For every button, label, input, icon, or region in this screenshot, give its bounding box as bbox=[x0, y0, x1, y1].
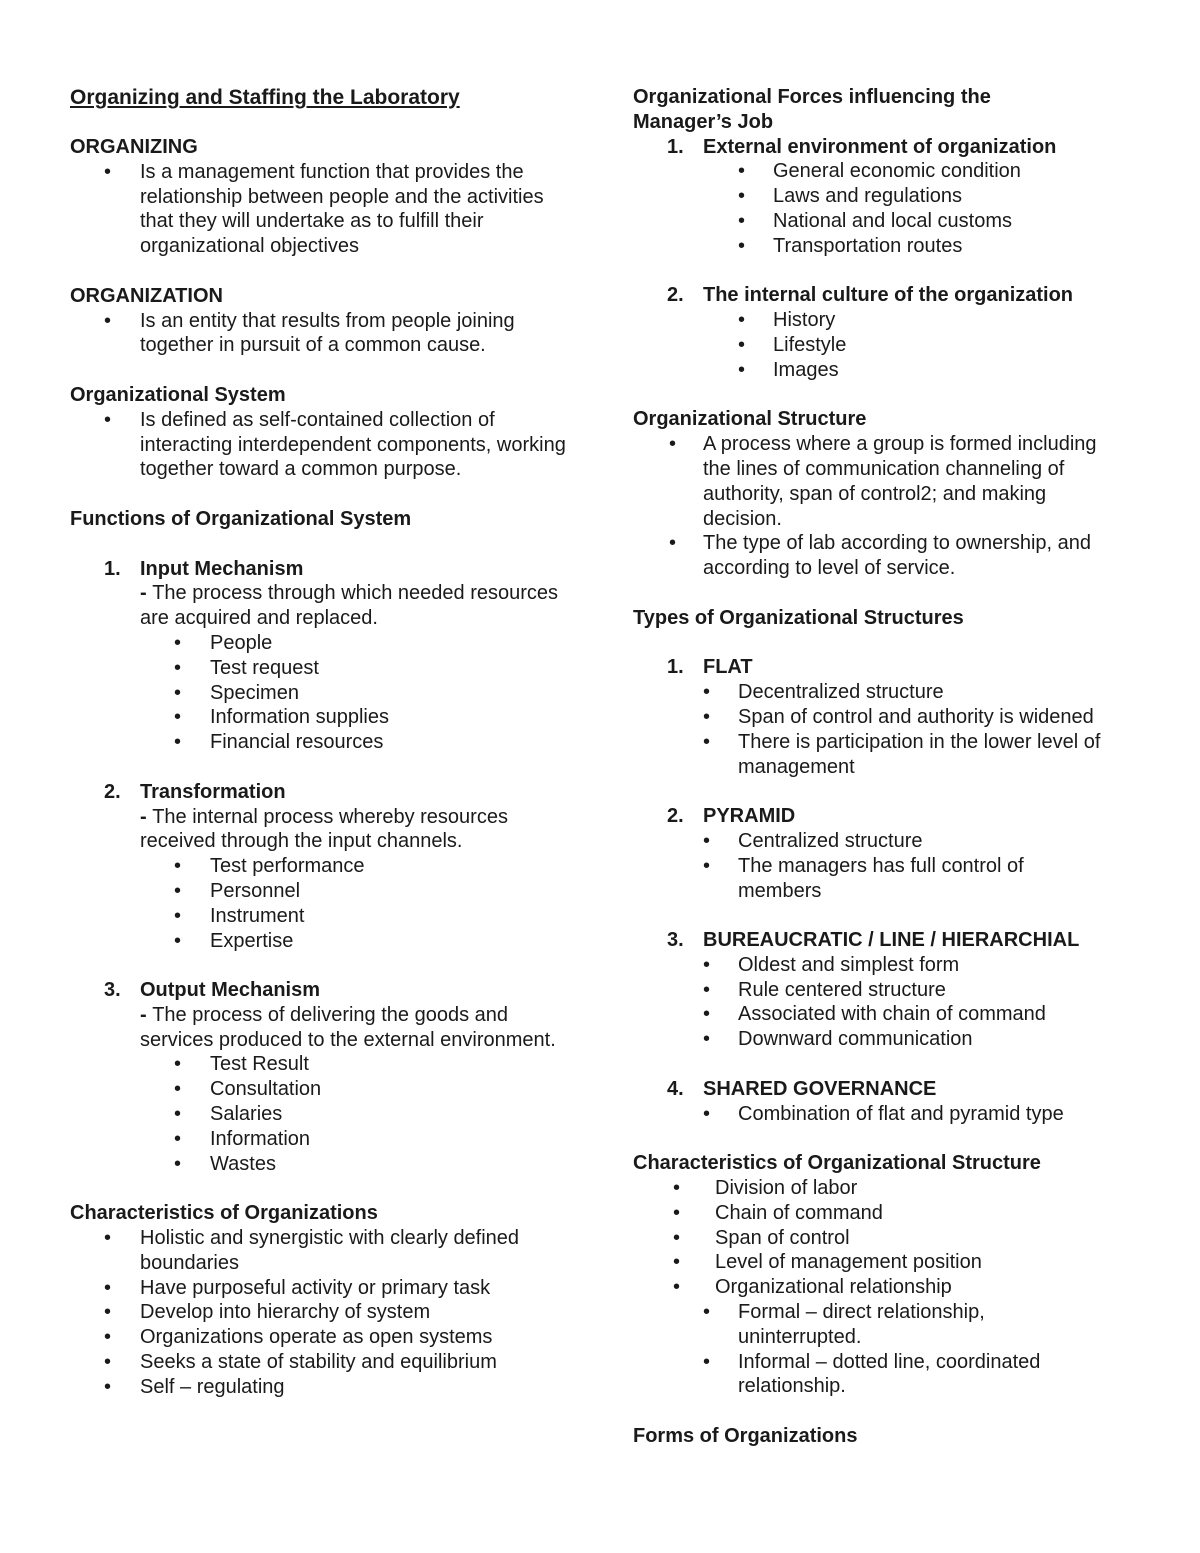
list-item: • Organizations operate as open systems bbox=[70, 1325, 570, 1350]
list-item: • Informal – dotted line, coordinated relationship. bbox=[633, 1350, 1163, 1400]
list-item: • Laws and regulations bbox=[633, 184, 1163, 209]
list-item: • Level of management position bbox=[633, 1250, 1163, 1275]
list-item: • Transportation routes bbox=[633, 234, 1163, 259]
list-item: • Organizational relationship bbox=[633, 1275, 1163, 1300]
list-item: • Personnel bbox=[70, 879, 570, 904]
function-bullets bbox=[70, 631, 570, 755]
org-system-list bbox=[70, 408, 570, 482]
list-item: • Salaries bbox=[70, 1102, 570, 1127]
list-item: • Have purposeful activity or primary task bbox=[70, 1276, 570, 1301]
list-item: • Test Result bbox=[70, 1052, 570, 1077]
list-item: • Test performance bbox=[70, 854, 570, 879]
item-label: The internal culture of the organization bbox=[703, 284, 1074, 307]
forces-heading: Organizational Forces influencing the Manager’s Job bbox=[633, 86, 991, 133]
type-bullets bbox=[633, 1102, 1163, 1127]
org-system-heading: Organizational System bbox=[70, 383, 286, 406]
item-number: 1. bbox=[667, 656, 684, 679]
item-label: PYRAMID bbox=[703, 805, 796, 828]
type-bullets bbox=[633, 680, 1163, 779]
list-item: • Associated with chain of command bbox=[633, 1002, 1163, 1027]
list-item: • Images bbox=[633, 358, 1163, 383]
list-item: • Is a management function that provides the relationship between people and the activities that they will undertake as to fulfill their organizational objectives bbox=[70, 160, 570, 259]
structure-list bbox=[633, 432, 1163, 581]
list-item: • The managers has full control of members bbox=[633, 854, 1163, 904]
forces-item-external bbox=[633, 135, 1163, 160]
function-item-transformation bbox=[70, 780, 570, 805]
char-structure-sublist bbox=[633, 1300, 1163, 1399]
list-item: • National and local customs bbox=[633, 209, 1163, 234]
item-label: FLAT bbox=[703, 656, 753, 679]
list-item: • Information supplies bbox=[70, 705, 570, 730]
list-item: • Holistic and synergistic with clearly defined boundaries bbox=[70, 1226, 570, 1276]
type-bullets bbox=[633, 829, 1163, 903]
item-description: - The internal process whereby resources received through the input channels. bbox=[140, 805, 508, 853]
list-item: • There is participation in the lower level of management bbox=[633, 730, 1163, 780]
list-item: • Consultation bbox=[70, 1077, 570, 1102]
list-item: • Is defined as self-contained collection of interacting interdependent components, working together toward a common purpose. bbox=[70, 408, 570, 482]
list-item: • Centralized structure bbox=[633, 829, 1163, 854]
list-item: • Is an entity that results from people joining together in pursuit of a common cause. bbox=[70, 309, 570, 359]
function-bullets bbox=[70, 854, 570, 953]
item-label: External environment of organization bbox=[703, 135, 1057, 158]
type-item-flat bbox=[633, 655, 1163, 680]
list-item: • Decentralized structure bbox=[633, 680, 1163, 705]
list-item: • Downward communication bbox=[633, 1027, 1163, 1052]
type-bullets bbox=[633, 953, 1163, 1052]
char-structure-list bbox=[633, 1176, 1163, 1300]
item-description: - The process through which needed resources are acquired and replaced. bbox=[140, 582, 559, 630]
list-item: • Lifestyle bbox=[633, 333, 1163, 358]
list-item: • Self – regulating bbox=[70, 1375, 570, 1400]
type-item-bureaucratic bbox=[633, 928, 1163, 953]
list-item: • Combination of flat and pyramid type bbox=[633, 1102, 1163, 1127]
item-number: 2. bbox=[667, 284, 684, 307]
list-item: • Test request bbox=[70, 656, 570, 681]
item-number: 4. bbox=[667, 1077, 684, 1100]
list-item: • Develop into hierarchy of system bbox=[70, 1300, 570, 1325]
right-column bbox=[633, 85, 1163, 1449]
list-item: • Expertise bbox=[70, 929, 570, 954]
types-heading: Types of Organizational Structures bbox=[633, 606, 964, 629]
list-item: • A process where a group is formed including the lines of communication channeling of authority, span of control2; and making decision. bbox=[633, 432, 1163, 531]
organizing-list bbox=[70, 160, 570, 259]
characteristics-list bbox=[70, 1226, 570, 1400]
list-item: • Chain of command bbox=[633, 1201, 1163, 1226]
list-item: • Specimen bbox=[70, 681, 570, 706]
type-item-shared-governance bbox=[633, 1077, 1163, 1102]
item-label: Input Mechanism bbox=[140, 557, 304, 580]
function-bullets bbox=[70, 1052, 570, 1176]
item-number: 1. bbox=[104, 557, 121, 580]
item-label: SHARED GOVERNANCE bbox=[703, 1077, 937, 1100]
document-title: Organizing and Staffing the Laboratory bbox=[70, 86, 460, 109]
organization-heading: ORGANIZATION bbox=[70, 284, 223, 307]
item-label: Transformation bbox=[140, 780, 286, 803]
list-item: • General economic condition bbox=[633, 159, 1163, 184]
list-item: • Span of control and authority is widened bbox=[633, 705, 1163, 730]
list-item: • Rule centered structure bbox=[633, 978, 1163, 1003]
item-label: BUREAUCRATIC / LINE / HIERARCHIAL bbox=[703, 929, 1080, 952]
organizing-heading: ORGANIZING bbox=[70, 136, 198, 158]
list-item: • Oldest and simplest form bbox=[633, 953, 1163, 978]
char-structure-heading: Characteristics of Organizational Structure bbox=[633, 1152, 1041, 1175]
list-item: • Wastes bbox=[70, 1152, 570, 1177]
forces-bullets bbox=[633, 308, 1163, 382]
list-item: • Instrument bbox=[70, 904, 570, 929]
forms-heading: Forms of Organizations bbox=[633, 1425, 858, 1448]
item-number: 3. bbox=[104, 979, 121, 1002]
list-item: • Information bbox=[70, 1127, 570, 1152]
list-item: • Formal – direct relationship, uninterrupted. bbox=[633, 1300, 1163, 1350]
structure-heading: Organizational Structure bbox=[633, 408, 867, 431]
function-item-input bbox=[70, 557, 570, 582]
list-item: • Financial resources bbox=[70, 730, 570, 755]
list-item: • People bbox=[70, 631, 570, 656]
forces-bullets bbox=[633, 159, 1163, 258]
item-number: 1. bbox=[667, 135, 684, 158]
list-item: • Division of labor bbox=[633, 1176, 1163, 1201]
list-item: • Span of control bbox=[633, 1226, 1163, 1251]
list-item: • History bbox=[633, 308, 1163, 333]
list-item: • Seeks a state of stability and equilibrium bbox=[70, 1350, 570, 1375]
characteristics-heading: Characteristics of Organizations bbox=[70, 1202, 378, 1225]
item-number: 3. bbox=[667, 929, 684, 952]
item-number: 2. bbox=[667, 805, 684, 828]
type-item-pyramid bbox=[633, 804, 1163, 829]
item-label: Output Mechanism bbox=[140, 979, 321, 1002]
item-number: 2. bbox=[104, 780, 121, 803]
function-item-output bbox=[70, 978, 570, 1003]
list-item: • The type of lab according to ownership, and according to level of service. bbox=[633, 531, 1163, 581]
forces-item-internal bbox=[633, 283, 1163, 308]
functions-heading: Functions of Organizational System bbox=[70, 507, 412, 530]
organization-list bbox=[70, 309, 570, 359]
item-description: - The process of delivering the goods and services produced to the external environment. bbox=[140, 1003, 556, 1051]
left-column bbox=[70, 85, 570, 1400]
